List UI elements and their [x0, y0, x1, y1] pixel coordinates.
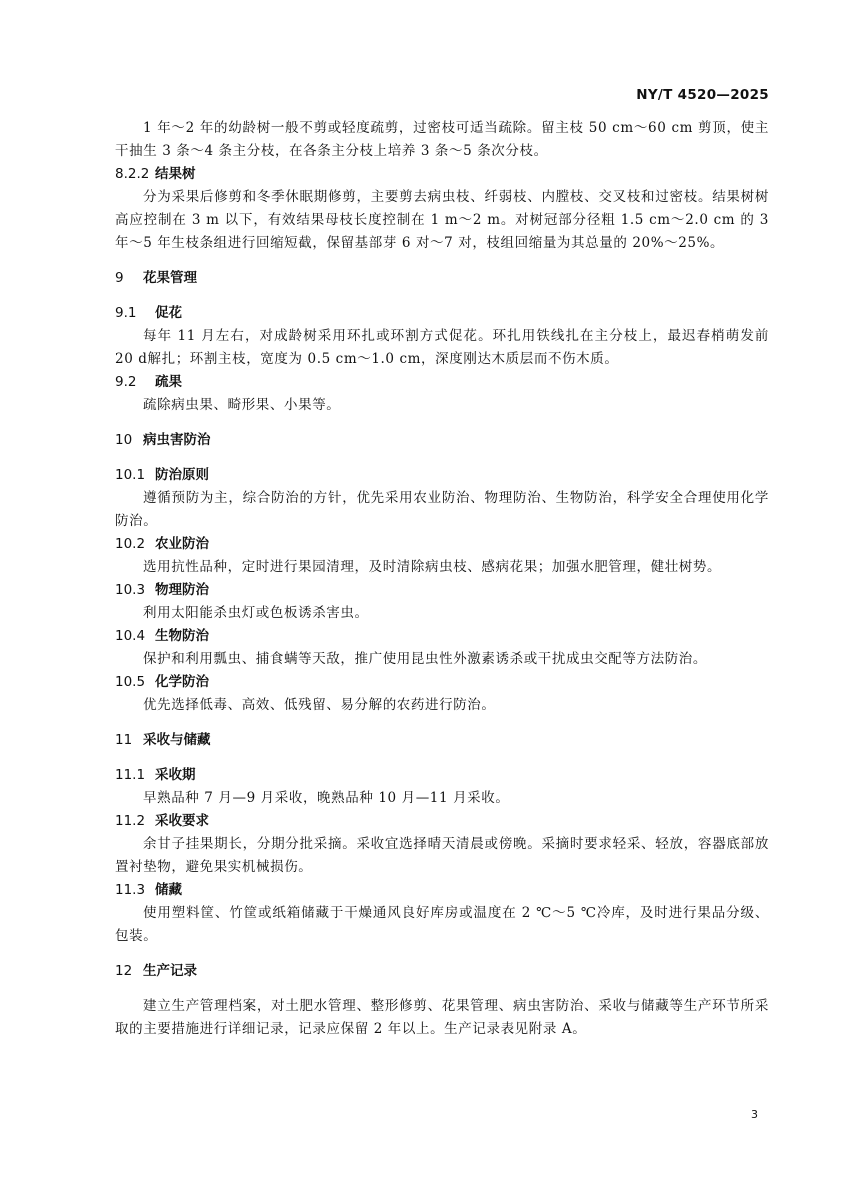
- section-title: 储藏: [155, 882, 182, 898]
- section-title: 防治原则: [155, 467, 209, 483]
- section-title: 采收与储藏: [143, 732, 211, 748]
- section-number: 10: [115, 432, 133, 448]
- heading-11-3: [115, 879, 769, 902]
- section-number: 8.2.2: [115, 166, 150, 182]
- page-number: 3: [751, 1108, 758, 1121]
- paragraph-chemical-control: 优先选择低毒、高效、低残留、易分解的农药进行防治。: [143, 697, 496, 713]
- section-title: 采收期: [155, 767, 196, 783]
- section-title: 生物防治: [155, 628, 209, 644]
- heading-8-2-2: [115, 163, 769, 186]
- paragraph-harvest-requirements: 余甘子挂果期长，分期分批采摘。采收宜选择晴天清晨或傍晚。采摘时要求轻采、轻放，容器底部放置衬垫物，避免果实机械损伤。: [115, 836, 769, 875]
- section-number: 10.3: [115, 582, 146, 598]
- heading-10-4: [115, 625, 769, 648]
- heading-10-5: [115, 671, 769, 694]
- standard-number: NY/T 4520—2025: [636, 87, 769, 103]
- section-number: 10.4: [115, 628, 146, 644]
- heading-9-1: [115, 302, 769, 325]
- section-number: 10.5: [115, 674, 146, 690]
- heading-11-1: [115, 764, 769, 787]
- section-title: 采收要求: [155, 813, 209, 829]
- paragraph-agricultural-control: 选用抗性品种，定时进行果园清理，及时清除病虫枝、感病花果；加强水肥管理，健壮树势。: [143, 559, 722, 575]
- heading-10-2: [115, 533, 769, 556]
- document-body: [115, 117, 769, 1041]
- section-title: 疏果: [155, 374, 182, 390]
- paragraph-production-records: 建立生产管理档案，对土肥水管理、整形修剪、花果管理、病虫害防治、采收与储藏等生产环节所采取的主要措施进行详细记录，记录应保留 2 年以上。生产记录表见附录 A。: [115, 998, 769, 1037]
- paragraph-fruit-thinning: 疏除病虫果、畸形果、小果等。: [143, 397, 341, 413]
- paragraph-physical-control: 利用太阳能杀虫灯或色板诱杀害虫。: [143, 605, 369, 621]
- section-title: 病虫害防治: [143, 432, 211, 448]
- section-number: 10.2: [115, 536, 146, 552]
- heading-11: [115, 729, 769, 752]
- section-number: 9: [115, 270, 124, 286]
- section-number: 11.1: [115, 767, 146, 783]
- heading-9: [115, 267, 769, 290]
- section-title: 农业防治: [155, 536, 209, 552]
- paragraph-fruiting-trees: 分为采果后修剪和冬季休眠期修剪，主要剪去病虫枝、纤弱枝、内膛枝、交叉枝和过密枝。结果树树高应控制在 3 m 以下，有效结果母枝长度控制在 1 m～2 m。对树冠部分径粗 1.5 cm～2.0 cm 的 3 年～5 年生枝条组进行回缩短截，保留基部芽 6 对～7 对，枝组回缩量为其总量的 20%～25%。: [115, 189, 769, 251]
- heading-9-2: [115, 371, 769, 394]
- paragraph-storage: 使用塑料筐、竹筐或纸箱储藏于干燥通风良好库房或温度在 2 ℃～5 ℃冷库，及时进行果品分级、包装。: [115, 905, 769, 944]
- section-title: 物理防治: [155, 582, 209, 598]
- section-number: 9.1: [115, 305, 137, 321]
- paragraph-biological-control: 保护和利用瓢虫、捕食螨等天敌，推广使用昆虫性外激素诱杀或干扰成虫交配等方法防治。: [143, 651, 707, 667]
- paragraph-control-principle: 遵循预防为主，综合防治的方针，优先采用农业防治、物理防治、生物防治，科学安全合理使用化学防治。: [115, 490, 769, 529]
- section-title: 化学防治: [155, 674, 209, 690]
- heading-11-2: [115, 810, 769, 833]
- section-number: 11: [115, 732, 133, 748]
- section-title: 促花: [155, 305, 182, 321]
- section-number: 11.3: [115, 882, 146, 898]
- section-number: 12: [115, 963, 133, 979]
- section-title: 结果树: [155, 166, 196, 182]
- paragraph-harvest-period: 早熟品种 7 月—9 月采收，晚熟品种 10 月—11 月采收。: [143, 790, 510, 806]
- paragraph-flower-promotion: 每年 11 月左右，对成龄树采用环扎或环割方式促花。环扎用铁线扎在主分枝上，最迟春梢萌发前 20 d解扎；环割主枝，宽度为 0.5 cm～1.0 cm，深度刚达木质层而不伤木质。: [115, 328, 769, 367]
- section-number: 10.1: [115, 467, 146, 483]
- section-number: 11.2: [115, 813, 146, 829]
- paragraph-young-trees: 1 年～2 年的幼龄树一般不剪或轻度疏剪，过密枝可适当疏除。留主枝 50 cm～60 cm 剪顶，使主干抽生 3 条～4 条主分枝，在各条主分枝上培养 3 条～5 条次分枝。: [115, 120, 769, 159]
- section-number: 9.2: [115, 374, 137, 390]
- section-title: 生产记录: [143, 963, 197, 979]
- heading-10-1: [115, 464, 769, 487]
- heading-10-3: [115, 579, 769, 602]
- section-title: 花果管理: [143, 270, 197, 286]
- heading-12: [115, 960, 769, 983]
- heading-10: [115, 429, 769, 452]
